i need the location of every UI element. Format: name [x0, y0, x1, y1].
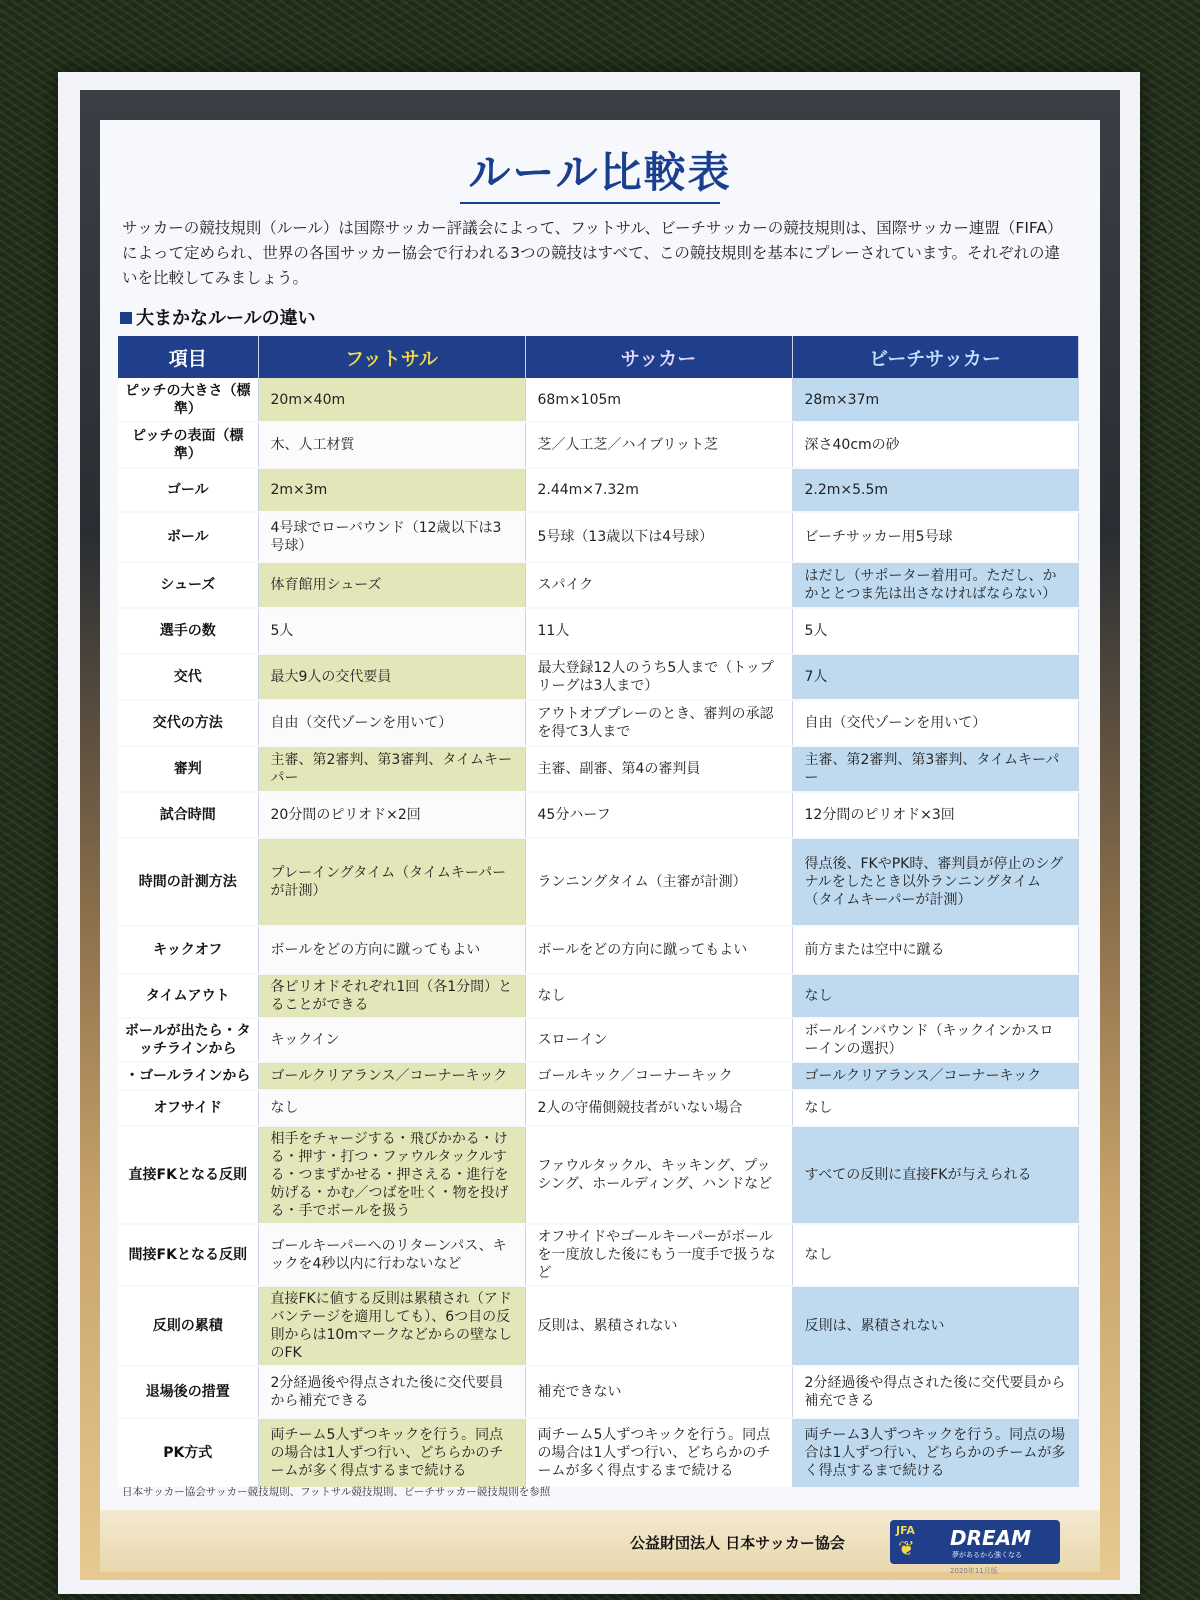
table-row [118, 1018, 1078, 1062]
row-label: オフサイド [118, 1090, 258, 1126]
futsal-cell: 両チーム5人ずつキックを行う。同点の場合は1人ずつ行い、どちらかのチームが多く得点するまで続ける [258, 1418, 525, 1488]
soccer-cell: スローイン [525, 1018, 792, 1062]
jfa-dream-logo [890, 1520, 1060, 1564]
soccer-cell: ゴールキック／コーナーキック [525, 1062, 792, 1090]
beach-cell: 7人 [792, 654, 1078, 700]
soccer-cell: 2人の守備側競技者がいない場合 [525, 1090, 792, 1126]
section-title: 大まかなルールの違い [136, 308, 316, 329]
table-row [118, 838, 1078, 926]
row-label: 交代 [118, 654, 258, 700]
soccer-cell: オフサイドやゴールキーパーがボールを一度放した後にもう一度手で扱うなど [525, 1224, 792, 1286]
beach-cell: 28m×37m [792, 378, 1078, 422]
futsal-cell: 2分経過後や得点された後に交代要員から補充できる [258, 1366, 525, 1418]
header-beach: ビーチサッカー [792, 336, 1078, 378]
table-row [118, 422, 1078, 468]
footnote: 日本サッカー協会サッカー競技規則、フットサル競技規則、ビーチサッカー競技規則を参照 [122, 1486, 551, 1498]
table-row [118, 746, 1078, 792]
table-row [118, 926, 1078, 974]
futsal-cell: なし [258, 1090, 525, 1126]
row-label: 審判 [118, 746, 258, 792]
beach-cell: 前方または空中に蹴る [792, 926, 1078, 974]
row-label: ボールが出たら・タッチラインから [118, 1018, 258, 1062]
futsal-cell: 直接FKに値する反則は累積され（アドバンテージを適用しても）、6つ目の反則からは10mマークなどからの壁なしのFK [258, 1286, 525, 1366]
table-row [118, 792, 1078, 838]
futsal-cell: プレーイングタイム（タイムキーパーが計測） [258, 838, 525, 926]
futsal-cell: 自由（交代ゾーンを用いて） [258, 700, 525, 746]
futsal-cell: 各ピリオドそれぞれ1回（各1分間）とることができる [258, 974, 525, 1018]
row-label: タイムアウト [118, 974, 258, 1018]
row-label: 間接FKとなる反則 [118, 1224, 258, 1286]
futsal-cell: 相手をチャージする・飛びかかる・ける・押す・打つ・ファウルタックルする・つまずかせる・押さえる・進行を妨げる・かむ／つばを吐く・物を投げる・手でボールを扱う [258, 1126, 525, 1224]
futsal-cell: ゴールキーパーへのリターンパス、キックを4秒以内に行わないなど [258, 1224, 525, 1286]
footer-bar [100, 1510, 1100, 1575]
soccer-cell: 11人 [525, 608, 792, 654]
soccer-cell: 補充できない [525, 1366, 792, 1418]
futsal-cell: ゴールクリアランス／コーナーキック [258, 1062, 525, 1090]
table-row [118, 512, 1078, 562]
row-label: ボール [118, 512, 258, 562]
futsal-cell: ボールをどの方向に蹴ってもよい [258, 926, 525, 974]
soccer-cell: 反則は、累積されない [525, 1286, 792, 1366]
futsal-cell: キックイン [258, 1018, 525, 1062]
page-title: ルール比較表 [468, 148, 732, 197]
beach-cell: 12分間のピリオド×3回 [792, 792, 1078, 838]
futsal-cell: 5人 [258, 608, 525, 654]
logo-dream-text: DREAM [950, 1526, 1032, 1550]
row-label: 直接FKとなる反則 [118, 1126, 258, 1224]
eagle-emblem-icon: ❦ [898, 1536, 915, 1560]
futsal-cell: 木、人工材質 [258, 422, 525, 468]
table-row [118, 562, 1078, 608]
futsal-cell: 4号球でローバウンド（12歳以下は3号球） [258, 512, 525, 562]
title-underline [460, 202, 720, 204]
beach-cell: 深さ40cmの砂 [792, 422, 1078, 468]
row-label: PK方式 [118, 1418, 258, 1488]
futsal-cell: 最大9人の交代要員 [258, 654, 525, 700]
row-label: 試合時間 [118, 792, 258, 838]
table-row [118, 468, 1078, 512]
beach-cell: 自由（交代ゾーンを用いて） [792, 700, 1078, 746]
beach-cell: 得点後、FKやPK時、審判員が停止のシグナルをしたとき以外ランニングタイム（タイムキーパーが計測） [792, 838, 1078, 926]
futsal-cell: 体育館用シューズ [258, 562, 525, 608]
beach-cell: はだし（サポーター着用可。ただし、かかととつま先は出さなければならない） [792, 562, 1078, 608]
soccer-cell: ランニングタイム（主審が計測） [525, 838, 792, 926]
soccer-cell: 最大登録12人のうち5人まで（トップリーグは3人まで） [525, 654, 792, 700]
row-label: 退場後の措置 [118, 1366, 258, 1418]
table-row [118, 1062, 1078, 1090]
soccer-cell: 5号球（13歳以下は4号球） [525, 512, 792, 562]
beach-cell: 2分経過後や得点された後に交代要員から補充できる [792, 1366, 1078, 1418]
row-label: 選手の数 [118, 608, 258, 654]
section-heading [120, 304, 316, 330]
beach-cell: なし [792, 974, 1078, 1018]
header-soccer: サッカー [525, 336, 792, 378]
soccer-cell: スパイク [525, 562, 792, 608]
table-row [118, 1286, 1078, 1366]
futsal-cell: 主審、第2審判、第3審判、タイムキーパー [258, 746, 525, 792]
row-label: ピッチの大きさ（標準） [118, 378, 258, 422]
soccer-cell: アウトオブプレーのとき、審判の承認を得て3人まで [525, 700, 792, 746]
futsal-cell: 20分間のピリオド×2回 [258, 792, 525, 838]
soccer-cell: 主審、副審、第4の審判員 [525, 746, 792, 792]
soccer-cell: なし [525, 974, 792, 1018]
soccer-cell: 両チーム5人ずつキックを行う。同点の場合は1人ずつ行い、どちらかのチームが多く得点するまで続ける [525, 1418, 792, 1488]
row-label: 時間の計測方法 [118, 838, 258, 926]
row-label: ・ゴールラインから [118, 1062, 258, 1090]
intro-text: サッカーの競技規則（ルール）は国際サッカー評議会によって、フットサル、ビーチサッカーの競技規則は、国際サッカー連盟（FIFA）によって定められ、世界の各国サッカー協会で行われる3つの競技はすべて、この競技規則を基本にプレーされています。それぞれの違いを比較してみましょう。 [122, 219, 1063, 287]
futsal-cell: 2m×3m [258, 468, 525, 512]
soccer-cell: 芝／人工芝／ハイブリット芝 [525, 422, 792, 468]
beach-cell: ビーチサッカー用5号球 [792, 512, 1078, 562]
soccer-cell: ファウルタックル、キッキング、プッシング、ホールディング、ハンドなど [525, 1126, 792, 1224]
edition-note: 2020年11月版 [950, 1567, 998, 1575]
beach-cell: ボールインバウンド（キックインかスローインの選択） [792, 1018, 1078, 1062]
printed-sheet [58, 72, 1140, 1594]
futsal-cell: 20m×40m [258, 378, 525, 422]
soccer-cell: 45分ハーフ [525, 792, 792, 838]
row-label: ピッチの表面（標準） [118, 422, 258, 468]
table-row [118, 974, 1078, 1018]
beach-cell: 主審、第2審判、第3審判、タイムキーパー [792, 746, 1078, 792]
beach-cell: すべての反則に直接FKが与えられる [792, 1126, 1078, 1224]
content-panel [100, 120, 1100, 1575]
table-header-row [118, 336, 1078, 378]
table-row [118, 1224, 1078, 1286]
table-row [118, 700, 1078, 746]
logo-tagline: 夢があるから強くなる [952, 1551, 1022, 1559]
beach-cell: 反則は、累積されない [792, 1286, 1078, 1366]
header-item: 項目 [118, 336, 258, 378]
table-row [118, 378, 1078, 422]
beach-cell: ゴールクリアランス／コーナーキック [792, 1062, 1078, 1090]
comparison-table [118, 336, 1079, 1489]
logo-jfa-text: JFA [896, 1524, 915, 1537]
header-futsal: フットサル [258, 336, 525, 378]
row-label: 反則の累積 [118, 1286, 258, 1366]
row-label: 交代の方法 [118, 700, 258, 746]
table-row [118, 654, 1078, 700]
beach-cell: 2.2m×5.5m [792, 468, 1078, 512]
table-row [118, 1418, 1078, 1488]
soccer-cell: ボールをどの方向に蹴ってもよい [525, 926, 792, 974]
row-label: キックオフ [118, 926, 258, 974]
beach-cell: なし [792, 1090, 1078, 1126]
table-row [118, 1126, 1078, 1224]
table-row [118, 1366, 1078, 1418]
square-bullet-icon [120, 312, 132, 324]
row-label: シューズ [118, 562, 258, 608]
table-row [118, 608, 1078, 654]
beach-cell: なし [792, 1224, 1078, 1286]
beach-cell: 両チーム3人ずつキックを行う。同点の場合は1人ずつ行い、どちらかのチームが多く得点するまで続ける [792, 1418, 1078, 1488]
organization-name: 公益財団法人 日本サッカー協会 [630, 1534, 845, 1552]
beach-cell: 5人 [792, 608, 1078, 654]
soccer-cell: 2.44m×7.32m [525, 468, 792, 512]
table-row [118, 1090, 1078, 1126]
row-label: ゴール [118, 468, 258, 512]
soccer-cell: 68m×105m [525, 378, 792, 422]
